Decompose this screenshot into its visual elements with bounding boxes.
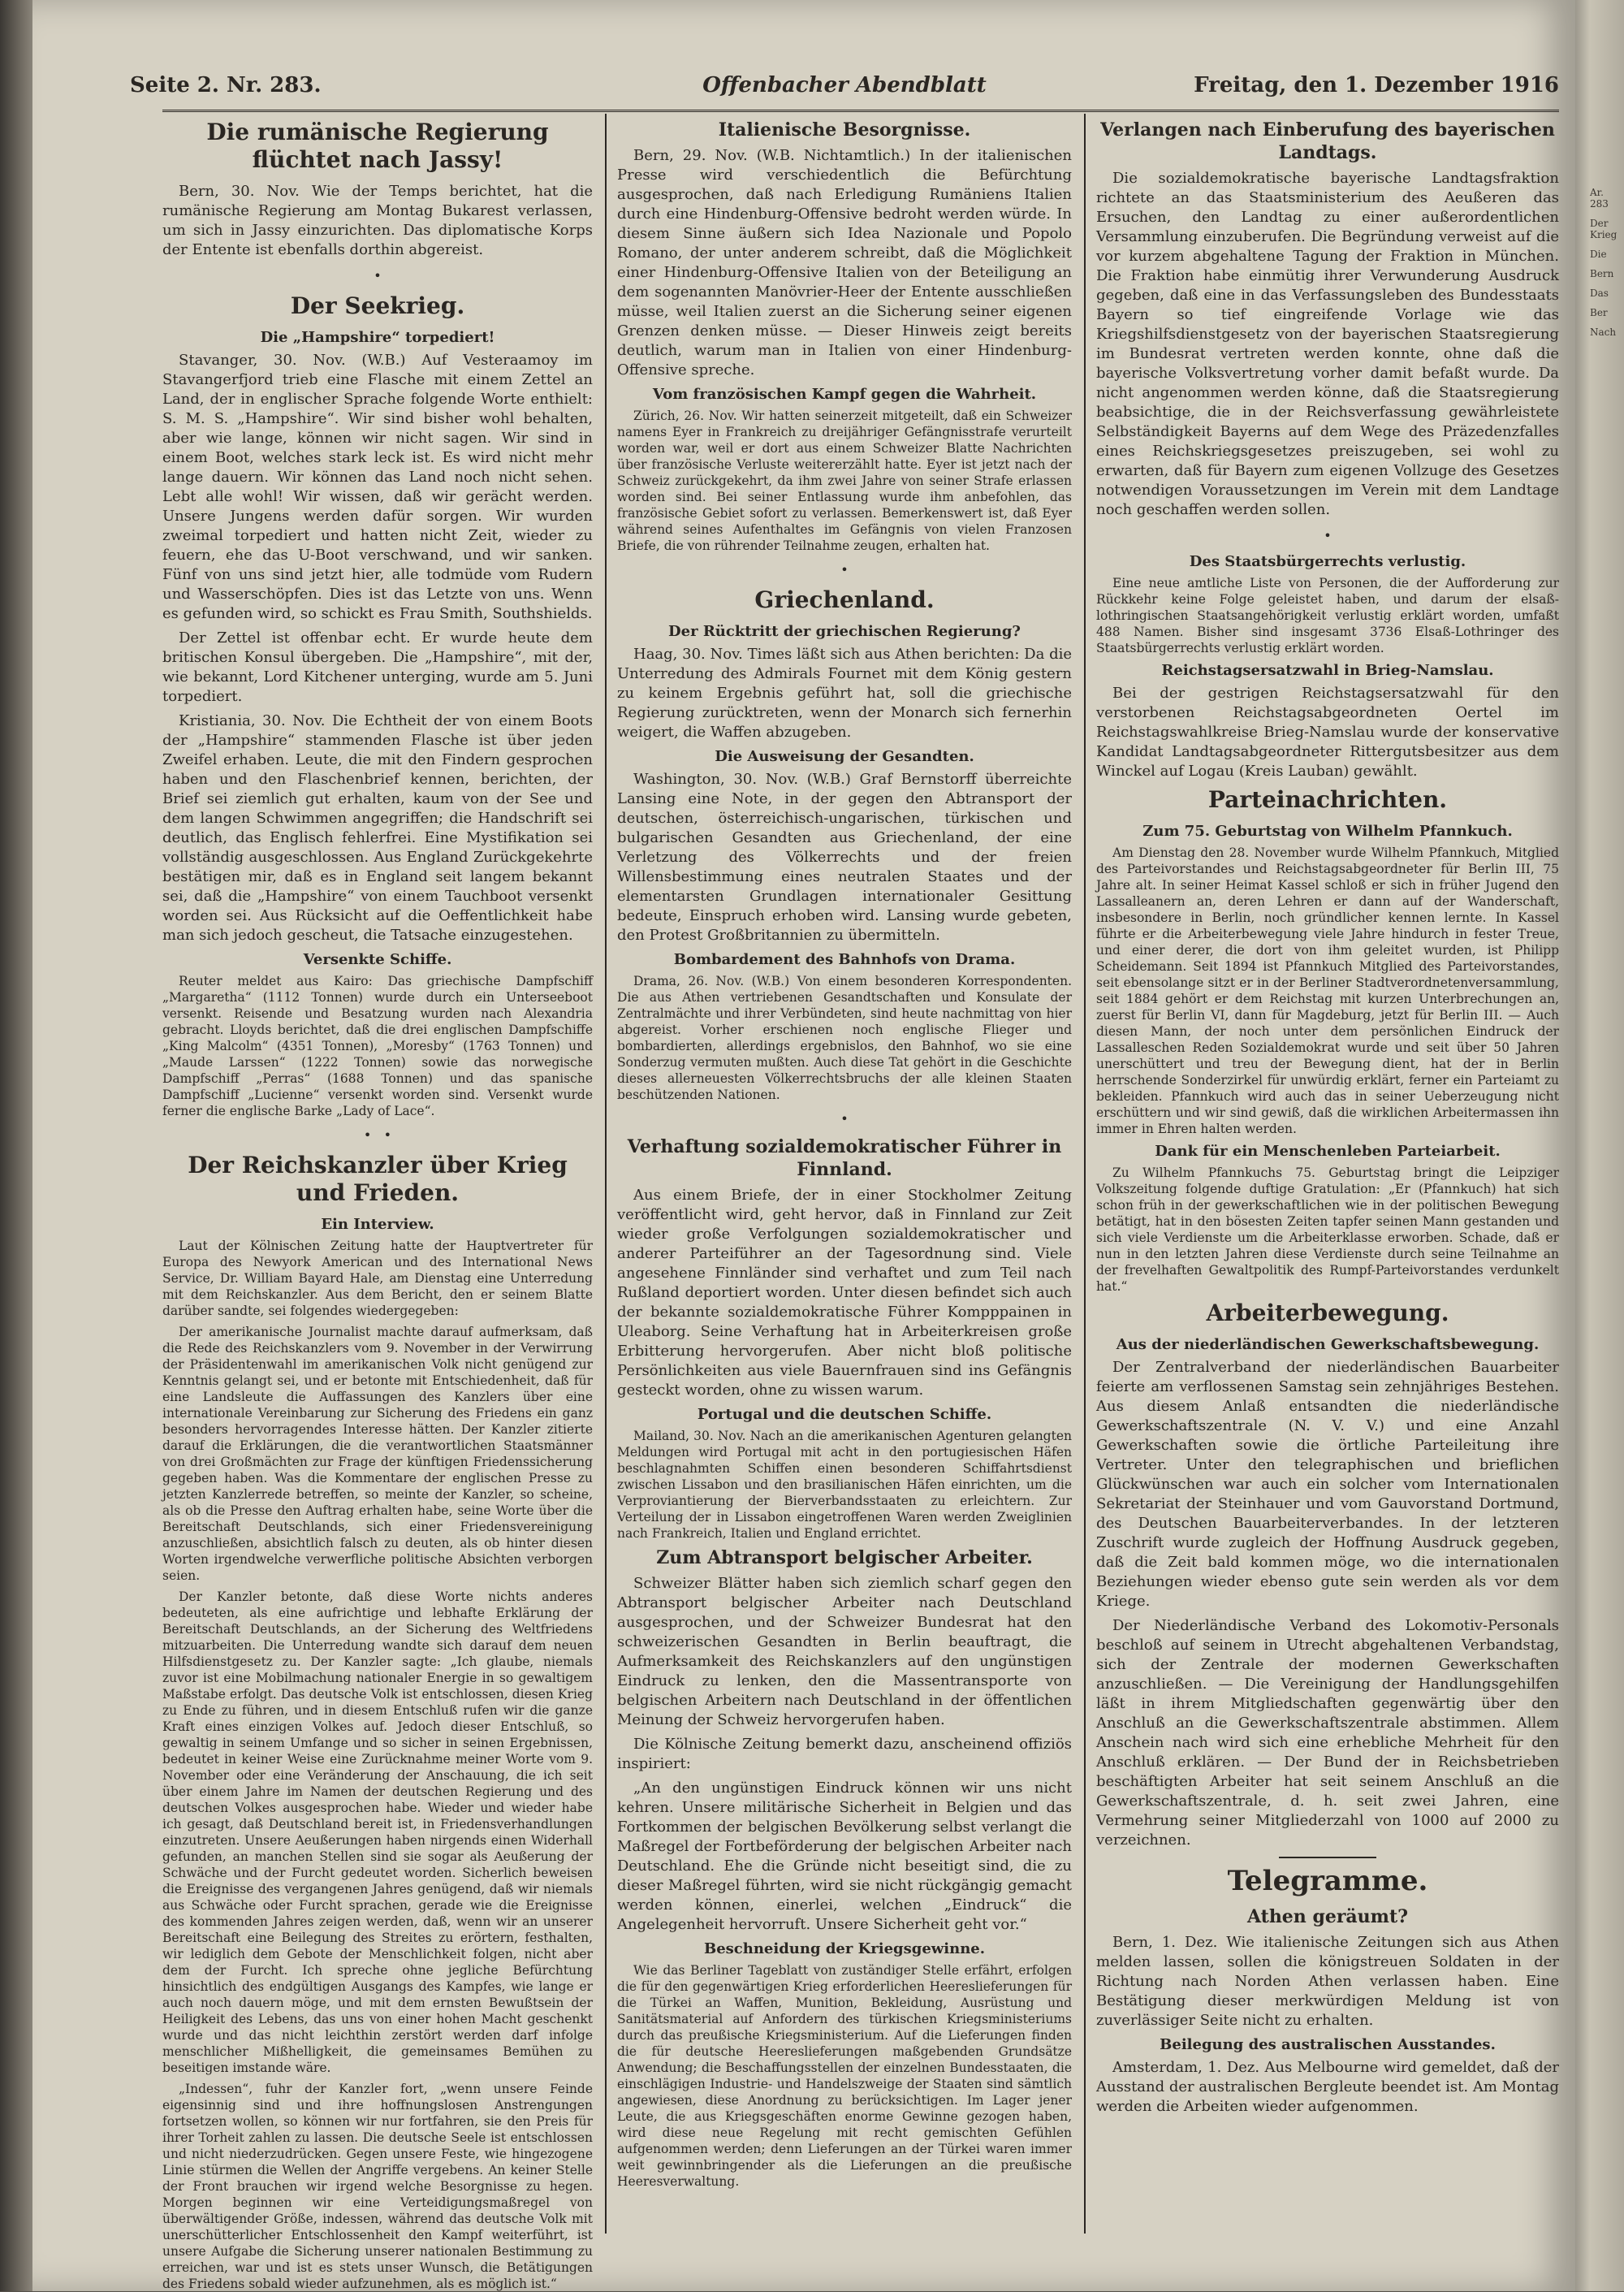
section-rule (1279, 1857, 1376, 1858)
article-paragraph: Bei der gestrigen Reichstagsersatzwahl für den verstorbenen Reichstagsabgeordneten Oertel im Reichstagswahlkreise Brieg-Namslau wurde der konservative Kandidat Landtagsabgeordneter Rittergutsbesitzer aus dem Winckel auf Logau (Kreis Lauban) gewählt. (1096, 685, 1559, 780)
headline-dank: Dank für ein Menschenleben Parteiarbeit. (1155, 1143, 1501, 1160)
column-3 (1096, 114, 1559, 2258)
adjacent-page-fragments (1590, 187, 1624, 346)
article-paragraph: Zu Wilhelm Pfannkuchs 75. Geburtstag bringt die Leipziger Volkszeitung folgende duftige Gratulation: „Er (Pfannkuch) hat sich schon früh in der gewerkschaftlichen wie in der politischen Bewegung betätigt, hat in den bösesten Zeiten tapfer seinen Mann gestanden und sich viele Verdienste um die Arbeiterklasse erworben. Schade, daß er nun in den letzten Jahren diese Verdienste durch seine Teilnahme an der frevelhaften Gewaltpolitik des Rumpf-Parteivorstandes verdunkelt hat.“ (1096, 1165, 1559, 1294)
article-paragraph: Am Dienstag den 28. November wurde Wilhelm Pfannkuch, Mitglied des Parteivorstandes und Reichstagsabgeordneter für Berlin III, 75 Jahre alt. In seiner Heimat Kassel schloß er sich in früher Jugend den Lassalleanern an, deren Lehren er dann auf der Wanderschaft, insbesondere in Berlin, noch gründlicher kennen lernte. In Kassel führte er die Arbeiterbewegung viele Jahre hindurch in fester Treue, und einer derer, die dort von ihm geleitet wurden, ist Philipp Scheidemann. Seit 1894 ist Pfannkuch Mitglied des Parteivorstandes, seit ebensolange sitzt er in der Berliner Stadtverordnetenversammlung, seit 1884 gehört er dem Reichstag mit kurzen Unterbrechungen an, zuerst für Berlin VI, dann für Magdeburg, jetzt für Berlin III. — Auch diesen Mann, der noch unter dem persönlichen Eindruck der Lassalleschen Reden Sozialdemokrat wurde und seit über 50 Jahren unerschüttert und treu der Bewegung dient, hat der in Berlin herrschende Sonderzirkel für unwürdig erklärt, ferner ein Parteiamt zu bekleiden. Pfannkuch wird auch das in seiner Ueberzeugung nicht erschüttern und wir sind gewiß, daß die wirklichen Arbeitermassen ihn immer in Ehren halten werden. (1096, 845, 1559, 1136)
separator-dot: • (840, 562, 849, 577)
headline-drama: Bombardement des Bahnhofs von Drama. (673, 951, 1016, 968)
article-paragraph: Bern, 1. Dez. Wie italienische Zeitungen sich aus Athen melden lassen, sollen die königstreuen Soldaten in der Richtung nach Norden Athen verlassen haben. Eine Bestätigung dieser merkwürdigen Meldung ist von zuverlässiger Seite nicht zu erhalten. (1096, 1934, 1559, 2029)
separator-dot: • (1324, 528, 1332, 543)
headline-seekrieg: Der Seekrieg. (290, 292, 465, 319)
binding-strip (0, 0, 32, 2291)
issue-date: Freitag, den 1. Dezember 1916 (1194, 73, 1559, 97)
headline-parteinachrichten: Parteinachrichten. (1207, 786, 1448, 813)
headline-brieg-namslau: Reichstagsersatzwahl in Brieg-Namslau. (1161, 662, 1494, 679)
article-paragraph: Laut der Kölnischen Zeitung hatte der Hauptvertreter für Europa des Newyork American und des International News Service, Dr. William Bayard Hale, am Dienstag eine Unterredung mit dem Reichskanzler. Aus dem Bericht, den er seinem Blatte darüber sandte, sei folgendes wiedergegeben: (162, 1239, 593, 1318)
headline-belgische-arbeiter: Zum Abtransport belgischer Arbeiter. (656, 1547, 1033, 1568)
headline-griechenland: Griechenland. (754, 586, 935, 613)
edge-fragment: Die (1590, 249, 1607, 260)
edge-fragment: Der Krieg (1590, 218, 1618, 240)
article-paragraph: Der Zentralverband der niederländischen Bauarbeiter feierte am verflossenen Samstag sein zehnjähriges Bestehen. Aus diesem Anlaß entsandten die niederländische Gewerkschaftszentrale (N. V. V.) und eine Anzahl Gewerkschaften sowie die örtliche Parteileitung ihre Vertreter. Unter den telegraphischen und brieflichen Glückwünschen war auch ein solcher vom Internationalen Sekretariat der Steinhauer und vom Gauvorstand Dortmund, des Deutschen Bauarbeiterverbandes. In der letzteren Zuschrift wurde zugleich der Hoffnung Ausdruck gegeben, daß die Zeit bald kommen möge, wo die internationalen Beziehungen wieder ebenso gute sein werden als vor dem Kriege. (1096, 1359, 1559, 1610)
masthead-rule (162, 110, 1559, 112)
headline-athen: Athen geräumt? (1246, 1906, 1409, 1927)
edge-fragment: Bern (1590, 268, 1614, 279)
article-paragraph: Die Kölnische Zeitung bemerkt dazu, anscheinend offiziös inspiriert: (617, 1736, 1072, 1772)
headline-italien: Italienische Besorgnisse. (718, 119, 971, 141)
headline-frankreich-wahrheit: Vom französischen Kampf gegen die Wahrheit. (652, 386, 1037, 403)
article-paragraph: Wie das Berliner Tageblatt von zuständiger Stelle erfährt, erfolgen die für den gegenwärtigen Krieg erforderlichen Heereslieferungen für die Türkei an Waffen, Munition, Bekleidung, Ausrüstung und Sanitätsmaterial auf Anfordern des türkischen Kriegsministeriums durch das preußische Kriegsministerium. Auf die Lieferungen finden die für deutsche Heereslieferungen maßgebenden Grundsätze Anwendung; die Beschaffungsstellen der einzelnen Bundesstaaten, die einschlägigen Industrie- und Handelszweige der Staaten sind sämtlich angewiesen, diese Anordnung zu berücksichtigen. Im Lager jener Leute, die aus Kriegsgeschäften enorme Gewinne gezogen haben, wird diese neue Regelung mit recht gemischten Gefühlen aufgenommen werden; denn Lieferungen an der Türkei waren immer weit gewinnbringender als die Lieferungen an die preußische Heeresverwaltung. (617, 1963, 1072, 2189)
subheadline-pfannkuch: Zum 75. Geburtstag von Wilhelm Pfannkuch. (1142, 823, 1513, 840)
page-number: Seite 2. Nr. 283. (130, 73, 322, 97)
article-paragraph: Der amerikanische Journalist machte darauf aufmerksam, daß die Rede des Reichskanzlers vom 9. November in der Verwirrung der Präsidentenwahl im amerikanischen Volk nicht genügend zur Kenntnis gelangt sei, und er betonte mit Entschiedenheit, daß für eine Landsleute die Auffassungen des Kanzlers über eine internationale Vereinbarung zur Sicherung des Friedens ein ganz besonders hervorragendes Interesse hätten. Der Kanzler zitierte darauf die Erklärungen, die die verantwortlichen Staatsmänner von drei Großmächten zur Frage der künftigen Friedenssicherung gegeben haben. Was die Kommentare der englischen Presse zu jetzten Kanzlerrede betreffen, so meinte der Kanzler, so scheine, als ob die Presse den Auftrag erhalten habe, seine Worte über die Bereitschaft Deutschlands, sich einer Friedensvereinigung anzuschließen, absichtlich falsch zu deuten, als ob hinter diesen Worten irgendwelche verwerfliche politische Absichten verborgen seien. (162, 1325, 593, 1583)
article-paragraph: Reuter meldet aus Kairo: Das griechische Dampfschiff „Margaretha“ (1112 Tonnen) wurde durch ein Unterseeboot versenkt. Reisende und Besatzung wurden nach Alexandria gebracht. Lloyds berichtet, daß die drei englischen Dampfschiffe „King Malcolm“ (4351 Tonnen), „Moresby“ (1763 Tonnen) und „Maude Larssen“ (1222 Tonnen) sowie das norwegische Dampfschiff „Perras“ (1688 Tonnen) und das spanische Dampfschiff „Lucienne“ versenkt worden sind. Versenkt wurde ferner die englische Barke „Lady of Lace“. (162, 974, 593, 1118)
headline-finnland: Verhaftung sozialdemokratischer Führer in Finnland. (627, 1136, 1062, 1180)
column-1 (162, 114, 593, 2291)
headline-arbeiterbewegung: Arbeiterbewegung. (1206, 1300, 1449, 1326)
headline-romania: Die rumänische Regierung flüchtet nach Jassy! (206, 119, 549, 173)
headline-telegramme: Telegramme. (1227, 1865, 1428, 1897)
headline-australien: Beilegung des australischen Ausstandes. (1160, 2036, 1496, 2053)
article-paragraph: Amsterdam, 1. Dez. Aus Melbourne wird gemeldet, daß der Ausstand der australischen Bergleute beendet ist. Am Montag werden die Arbeiten wieder aufgenommen. (1096, 2059, 1559, 2115)
separator-dot: • (374, 268, 382, 283)
headline-portugal: Portugal und die deutschen Schiffe. (697, 1406, 992, 1423)
article-paragraph: Der Niederländische Verband des Lokomotiv-Personals beschloß auf seinem in Utrecht abgehaltenen Verbandstag, sich der Zentrale der modernen Gewerkschaften anzuschließen. — Die Vereinigung der Handlungsgehilfen läßt in ihrem Mitgliedschaften gegenwärtig über den Anschluß an die Gewerkschaftszentrale abstimmen. Allem Anschein nach wird sich eine erhebliche Mehrheit für den Anschluß erklären. — Der Bund der in Reichsbetrieben beschäftigten Arbeiter hat seit seinem Anschluß an die Gewerkschaftszentrale, d. h. seit zwei Jahren, eine Vermehrung seiner Mitgliederzahl von 1000 auf 2000 zu verzeichnen. (1096, 1617, 1559, 1849)
article-paragraph: Aus einem Briefe, der in einer Stockholmer Zeitung veröffentlicht wird, geht hervor, daß in Finnland zur Zeit wieder große Verfolgungen sozialdemokratischer und anderer Parteiführer an der Tagesordnung sind. Viele angesehene Finnländer sind verhaftet und zum Teil nach Rußland deportiert worden. Unter diesen befindet sich auch der bekannte sozialdemokratische Führer Kompppainen in Uleaborg. Seine Verhaftung hat in Arbeiterkreisen große Erbitterung hervorgerufen. Aber nicht bloß politische Persönlichkeiten aus viele Bauernfrauen sind ins Gefängnis gesteckt worden, ohne zu wissen warum. (617, 1187, 1072, 1399)
article-paragraph: Washington, 30. Nov. (W.B.) Graf Bernstorff überreichte Lansing eine Note, in der gegen den Abtransport der deutschen, österreichisch-ungarischen, türkischen und bulgarischen Gesandten aus Griechenland, der eine Verletzung des Völkerrechts und der freien Willensbestimmung eines neutralen Staates und der elementarsten Grundlagen internationaler Gesittung bedeute, Einspruch erhoben wird. Lansing wurde gebeten, den Protest Großbritannien zu übermitteln. (617, 771, 1072, 944)
separator-dot: • • (363, 1127, 392, 1143)
article-paragraph: Haag, 30. Nov. Times läßt sich aus Athen berichten: Da die Unterredung des Admirals Fournet mit dem König gestern zu keinem Ergebnis geführt hat, soll die griechische Regierung zurücktreten, wenn der Monarch sich fernerhin weigert, die Waffen abzugeben. (617, 646, 1072, 741)
subheadline-interview: Ein Interview. (321, 1216, 434, 1233)
article-paragraph: Der Zettel ist offenbar echt. Er wurde heute dem britischen Konsul übergeben. Die „Hampshire“, mit der, wie bekannt, Lord Kitchener unterging, wurde am 5. Juni torpediert. (162, 629, 593, 705)
article-paragraph: „Indessen“, fuhr der Kanzler fort, „wenn unsere Feinde eigensinnig sind und ihre hoffnungslosen Anstrengungen fortsetzen wollen, so können wir nur fortfahren, sie den Preis für ihrer Torheit zahlen zu lassen. Die deutsche Seele ist entschlossen und nicht niederzudrücken. Gegen unsere Feste, wie hingezogene Linie stürmen die Wellen der Angriffe vergebens. An keiner Stelle der Front brauchen wir irgend welche Besorgnisse zu hegen. Morgen beginnen wir eine Verteidigungsmaßregel von überwältigender Größe, indessen, während das deutsche Volk mit unerschütterlicher Entschlossenheit den Kampf weiterführt, ist unsere Aufgabe die Sicherung unserer nationalen Bestimmung zu erreichen, war und ist es stets unser Wunsch, die Betätigungen des Friedens sobald wieder aufzunehmen, als es möglich ist.“ (162, 2082, 593, 2291)
headline-kriegsgewinne: Beschneidung der Kriegsgewinne. (703, 1940, 986, 1957)
edge-fragment: Nach (1590, 327, 1617, 338)
article-paragraph: Stavanger, 30. Nov. (W.B.) Auf Vesteraamoy im Stavangerfjord trieb eine Flasche mit einem Zettel an Land, der in englischer Sprache folgende Worte enthielt: S. M. S. „Hampshire“. Wir sind bisher wohl behalten, aber wie lange, können wir nicht sagen. Wir sind in einem Boot, welches stark leck ist. Es wird nicht mehr lange dauern. Wir können das Land noch nicht sehen. Lebt alle wohl! Wir wissen, daß wir gerächt werden. Unsere Jungens werden dafür sorgen. Wir wurden zweimal torpediert und hatten nicht Zeit, wieder zu feuern, ehe das U-Boot verschwand, und wir sanken. Fünf von uns sind jetzt hier, alle todmüde vom Rudern und Wasserschöpfen. Dies ist das Letzte von uns. Wenn es gefunden wird, so schickt es Frau Smith, Southshields. (162, 352, 593, 622)
subheadline-niederlande: Aus der niederländischen Gewerkschaftsbewegung. (1116, 1336, 1540, 1353)
separator-dot: • (840, 1111, 849, 1127)
edge-fragment: Ber (1590, 307, 1608, 318)
masthead (130, 73, 1559, 106)
article-paragraph: Bern, 30. Nov. Wie der Temps berichtet, hat die rumänische Regierung am Montag Bukarest verlassen, um sich in Jassy einzurichten. Das diplomatische Korps der Entente ist ebenfalls dorthin abgereist. (162, 183, 593, 258)
article-paragraph: Die sozialdemokratische bayerische Landtagsfraktion richtete an das Staatsministerium des Aeußeren das Ersuchen, den Landtag zu einer außerordentlichen Versammlung einzuberufen. Die Begründung verweist auf die vor kurzem abgehaltene Tagung der Fraktion in München. Die Fraktion habe einmütig ihrer Verwunderung Ausdruck gegeben, daß eine in das Verfassungsleben des Bundesstaats Bayern so tief eingreifende Vorlage wie das Kriegshilfsdienstgesetz von der bayerischen Staatsregierung im Bundesrat vertreten werden konnte, ohne daß die bayerische Volksvertretung vorher damit befaßt wurde. Da nicht angenommen werden könne, daß die Staatsregierung beabsichtige, die in der Reichsverfassung gewährleistete Selbständigkeit Bayerns auf dem Wege des Präzedenzfalles eines Reichskriegsgesetzes preiszugeben, sei wohl zu erwarten, daß für Bayern zum eigenen Vollzuge des Gesetzes notwendigen Voraussetzungen im Verein mit dem Landtage noch geschaffen werden sollen. (1096, 170, 1559, 518)
headline-ausweisung: Die Ausweisung der Gesandten. (715, 748, 974, 765)
article-paragraph: Kristiania, 30. Nov. Die Echtheit der von einem Boots der „Hampshire“ stammenden Flasche ist über jeden Zweifel erhaben. Leute, die mit den Findern gesprochen haben und den Flaschenbrief kennen, berichten, der Brief sei ziemlich gut erhalten, kaum von der See und dem langen Schwimmen angegriffen; die Handschrift sei deutlich, das Englisch fehlerfrei. Eine Mystifikation sei vollständig ausgeschlossen. Aus England Zurückgekehrte bestätigen mir, daß es in England seit langem bekannt sei, daß die „Hampshire“ von einem Tauchboot versenkt worden sei. Aus Rücksicht auf die Oeffentlichkeit habe man sich jedoch gescheut, die Tatsache einzugestehen. (162, 712, 593, 944)
headline-reichskanzler: Der Reichskanzler über Krieg und Frieden. (188, 1152, 568, 1206)
newspaper-title: Offenbacher Abendblatt (702, 73, 987, 97)
article-paragraph: Drama, 26. Nov. (W.B.) Von einem besonderen Korrespondenten. Die aus Athen vertriebenen Gesandtschaften und Konsulate der Zentralmächte und ihrer Verbündeten, sind heute nachmittag von hier abgereist. Vorher erschienen noch englische Flieger und bombardierten, allerdings ergebnislos, den Bahnhof, wo sie eine Sonderzug vermuten mußten. Auch diese Tat gehört in die Geschichte dieses allerneuesten Völkerrechtsbruchs der alle kleinen Staaten beschützenden Nationen. (617, 974, 1072, 1102)
article-paragraph: „An den ungünstigen Eindruck können wir uns nicht kehren. Unsere militärische Sicherheit in Belgien und das Fortkommen der belgischen Bevölkerung selbst verlangt die Maßregel der Fortbeförderung der belgischen Arbeiter nach Deutschland. Ehe die Gründe nicht beseitigt sind, die zu dieser Maßregel führten, wird sie nicht rückgängig gemacht werden können, einerlei, welchen „Eindruck“ die Angelegenheit hervorruft. Unsere Sicherheit geht vor.“ (617, 1780, 1072, 1933)
article-paragraph: Der Kanzler betonte, daß diese Worte nichts anderes bedeuteten, als eine aufrichtige und lebhafte Erklärung der Bereitschaft Deutschlands, an der Sicherung des Weltfriedens mitzuarbeiten. Die Unterredung wandte sich darauf dem neuen Hilfsdienstgesetz zu. Der Kanzler sagte: „Ich glaube, niemals zuvor ist eine Mobilmachung nationaler Energie in so gewaltigem Maßstabe erfolgt. Das deutsche Volk ist entschlossen, diesen Krieg zu Ende zu führen, und in diesem Entschluß rufen wir die ganze Kraft eines einzigen Volkes auf. Jedoch dieser Entschluß, so gewaltig in seinem Umfange und so sicher in seinen Ergebnissen, bedeutet in keiner Weise eine Zurücknahme meiner Worte vom 9. November oder eine Veränderung der Anschauung, die ich seit über einem Jahre im Namen der deutschen Regierung und des deutschen Volkes ausgesprochen habe. Wieder und wieder habe ich gesagt, daß Deutschland bereit ist, in Friedensverhandlungen einzutreten. Unsere Aeußerungen haben nirgends einen Widerhall gefunden, an manchen Stellen sind sie sogar als Aeußerung der Schwäche und der Furcht gedeutet worden. Sicherlich beweisen die Ereignisse des vergangenen Jahres genügend, daß wir niemals aus Schwäche oder Furcht sprachen, gerade wie die Ereignisse des kommenden Jahres zeigen werden, daß, wenn wir an unserer Bereitschaft eine Beilegung des Streites zu erörtern, festhalten, wir lediglich dem Gebote der Menschlichkeit folgen, nicht aber dem der Furcht. Ich spreche ohne jegliche Befürchtung hinsichtlich des endgültigen Ausgangs des Kampfes, wie lange er auch noch dauern möge, und mit dem ernsten Bewußtsein der Heiligkeit des Lebens, das uns von einer hohen Macht geschenkt wurde und das nicht leichthin zerstört werden darf infolge menschlicher Mißhelligkeit, die gemeinsames Bemühen zu beseitigen imstande wäre. (162, 1589, 593, 2075)
article-paragraph: Mailand, 30. Nov. Nach an die amerikanischen Agenturen gelangten Meldungen wird Portugal mit acht in den portugiesischen Häfen beschlagnahmten Schiffen einen besonderen Schiffahrtsdienst zwischen Lissabon und den brasilianischen Häfen einrichten, um die Verproviantierung der Bierverbandsstaaten zu erleichtern. Zur Verteilung der in Lissabon eingetroffenen Waren werden Zweiglinien nach Frankreich, Italien und England errichtet. (617, 1429, 1072, 1541)
article-paragraph: Schweizer Blätter haben sich ziemlich scharf gegen den Abtransport belgischer Arbeiter nach Deutschland ausgesprochen, und der Schweizer Bundesrat hat den schweizerischen Gesandten in Berlin beauftragt, die Aufmerksamkeit des Reichskanzlers auf den ungünstigen Eindruck zu lenken, den die Massentransporte von belgischen Arbeitern nach Deutschland in der öffentlichen Meinung der Schweiz hervorgerufen haben. (617, 1575, 1072, 1728)
column-2 (617, 114, 1072, 2258)
article-paragraph: Zürich, 26. Nov. Wir hatten seinerzeit mitgeteilt, daß ein Schweizer namens Eyer in Frankreich zu dreijähriger Gefängnisstrafe verurteilt worden war, weil er dort aus einem Schweizer Blatte Nachrichten über französische Verluste weitererzählt hatte. Eyer ist jetzt nach der Schweiz zurückgekehrt, da ihm zwei Jahre von seiner Strafe erlassen worden sind. Bei seiner Entlassung wurde ihm anbefohlen, das französische Gebiet sofort zu verlassen. Bemerkenswert ist, daß Eyer während seines Aufenthaltes im Gefängnis von vielen Franzosen Briefe, die von rührender Teilnahme zeugen, erhalten hat. (617, 409, 1072, 553)
edge-fragment: Ar. 283 (1590, 187, 1609, 210)
column-rule (605, 114, 607, 2234)
headline-versenkte-schiffe: Versenkte Schiffe. (303, 951, 452, 968)
subheadline-ruecktritt: Der Rücktritt der griechischen Regierung? (668, 623, 1021, 640)
headline-bayerischer-landtag: Verlangen nach Einberufung des bayerischen Landtags. (1100, 119, 1555, 163)
headline-staatsbuergerrecht: Des Staatsbürgerrechts verlustig. (1189, 553, 1466, 570)
article-paragraph: Eine neue amtliche Liste von Personen, die der Aufforderung zur Rückkehr keine Folge geleistet haben, und darum der elsaß-lothringischen Staatsangehörigkeit verlustig erklärt worden, umfaßt 488 Namen. Bisher sind insgesamt 3736 Elsaß-Lothringer des Staatsbürgerrechts verlustig erklärt worden. (1096, 576, 1559, 655)
edge-fragment: Das (1590, 288, 1609, 299)
column-rule (1084, 114, 1086, 2234)
subheadline-hampshire: Die „Hampshire“ torpediert! (260, 329, 495, 346)
article-paragraph: Bern, 29. Nov. (W.B. Nichtamtlich.) In der italienischen Presse wird verschiedentlich die Befürchtung ausgesprochen, daß nach Erledigung Rumäniens Italien durch eine Hindenburg-Offensive bedroht werden würde. In diesem Sinne äußern sich Idea Nazionale und Popolo Romano, der unter anderem schreibt, daß die Möglichkeit einer Hindenburg-Offensive Italien von der Beteiligung an dem sogenannten Manövrier-Heer der Entente ausschließen müsse, weil Italien zuerst an die Sicherung seiner eigenen Grenzen denken müsse. — Dieser Hinweis zeigt bereits deutlich, warum man in Italien von einer Hindenburg-Offensive spreche. (617, 147, 1072, 378)
